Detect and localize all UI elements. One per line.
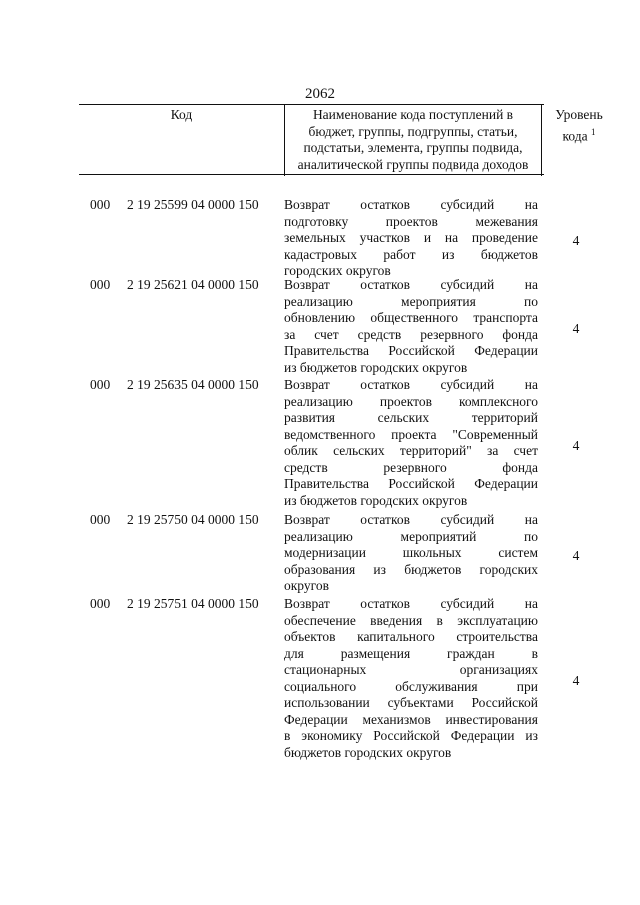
row-name-line: из бюджетов городских округов	[284, 359, 468, 375]
row-level: 4	[572, 437, 580, 453]
row-name-line: развития сельских территорий	[284, 410, 538, 425]
header-level-line: Уровень	[555, 107, 603, 122]
row-name-line: реализацию мероприятий по	[284, 528, 538, 544]
row-prefix: 000	[90, 377, 111, 392]
row-code: 2 19 25750 04 0000 150	[127, 512, 259, 527]
row-name-line: для размещения граждан в	[284, 645, 538, 661]
row-name-line: ведомственного проекта "Современный	[284, 426, 538, 442]
header-name	[284, 105, 542, 176]
row-name-line: округов	[284, 578, 329, 593]
row-name-line: земельных участков и на проведение	[284, 230, 538, 245]
row-name-line: использовании субъектами Российской	[284, 695, 538, 710]
row-level: 4	[572, 673, 580, 689]
row-prefix: 000	[90, 277, 111, 292]
row-level: 4	[572, 233, 580, 248]
row-name-line: Возврат остатков субсидий на	[284, 277, 538, 292]
row-name-line: городских округов	[284, 263, 391, 278]
row-prefix: 000	[90, 197, 111, 212]
row-prefix: 000	[90, 596, 111, 611]
header-name-line: подстатьи, элемента, группы подвида,	[303, 140, 523, 155]
row-name-line: кадастровых работ из бюджетов	[284, 246, 538, 262]
row-name-line: Возврат остатков субсидий на	[284, 596, 538, 611]
row-name	[284, 596, 538, 761]
row-level: 4	[572, 548, 580, 563]
row-name-line: образования из бюджетов городских	[284, 561, 538, 577]
header-name-line: бюджет, группы, подгруппы, статьи,	[308, 123, 518, 139]
row-name-line: подготовку проектов межевания	[284, 213, 538, 229]
row-code: 2 19 25621 04 0000 150	[127, 277, 259, 292]
page-number: 2062	[305, 86, 335, 102]
row-name-line: обновлению общественного транспорта	[284, 310, 538, 325]
row-code: 2 19 25751 04 0000 150	[127, 596, 259, 611]
row-name-line: Возврат остатков субсидий на	[284, 512, 538, 527]
row-name-line: реализацию проектов комплексного	[284, 393, 538, 409]
row-name-line: обеспечение введения в эксплуатацию	[284, 612, 538, 628]
row-name-line: Правительства Российской Федерации	[284, 476, 538, 491]
row-level: 4	[572, 321, 580, 337]
row-name	[284, 512, 538, 595]
row-name-line: за счет средств резервного фонда	[284, 326, 538, 342]
row-name-line: бюджетов городских округов	[284, 744, 452, 760]
header-code: Код	[170, 107, 193, 122]
row-prefix: 000	[90, 512, 111, 527]
row-name-line: реализацию мероприятия по	[284, 293, 538, 309]
row-name-line: социального обслуживания при	[284, 678, 538, 694]
row-code: 2 19 25599 04 0000 150	[127, 197, 259, 212]
row-name	[284, 277, 538, 376]
row-name-line: Правительства Российской Федерации	[284, 343, 538, 358]
row-name-line: облик сельских территорий" за счет	[284, 443, 538, 458]
header-name-line: аналитической группы подвида доходов	[297, 156, 529, 172]
row-name-line: Возврат остатков субсидий на	[284, 377, 538, 392]
header-level-line	[541, 124, 617, 145]
header-level-text: кода	[562, 128, 588, 143]
row-name-line: стационарных организациях	[284, 662, 538, 677]
row-name-line: объектов капитального строительства	[284, 629, 538, 644]
table-header	[79, 104, 603, 175]
row-code: 2 19 25635 04 0000 150	[127, 377, 259, 392]
row-name-line: Возврат остатков субсидий на	[284, 197, 538, 212]
row-name-line: в экономику Российской Федерации из	[284, 728, 538, 743]
header-name-line: Наименование кода поступлений в	[312, 107, 514, 122]
row-name-line: из бюджетов городских округов	[284, 492, 468, 508]
row-name-line: Федерации механизмов инвестирования	[284, 711, 538, 727]
footnote-marker: 1	[590, 126, 596, 137]
row-name-line: модернизации школьных систем	[284, 545, 538, 560]
row-name	[284, 377, 538, 509]
row-name-line: средств резервного фонда	[284, 459, 538, 475]
header-level	[541, 105, 617, 176]
row-name	[284, 197, 538, 280]
